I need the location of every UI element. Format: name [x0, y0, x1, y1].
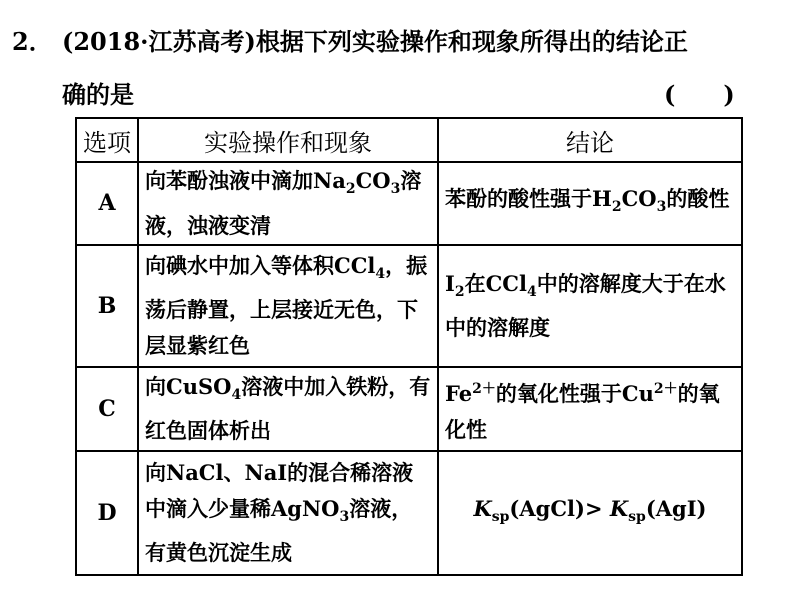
conclusion-cell: $K_{sp}(AgCl)> K_{sp}(AgI)$ [438, 451, 742, 575]
table-row [76, 367, 742, 451]
option-label: B [76, 245, 138, 367]
table-row [76, 162, 742, 245]
header-conclusion: 结论 [438, 118, 742, 162]
operation-cell: 向碘水中加入等体积CCl$_4$，振荡后静置，上层接近无色，下层显紫红色 [138, 245, 438, 367]
option-label: A [76, 162, 138, 245]
operation-cell: 向苯酚浊液中滴加$Na_2CO_3$溶液，浊液变清 [138, 162, 438, 245]
header-option: 选项 [76, 118, 138, 162]
question-stem-part2: 确的是 [62, 80, 134, 109]
operation-cell: 向NaCl、NaI的混合稀溶液中滴入少量稀AgNO$_3$溶液，有黄色沉淀生成 [138, 451, 438, 575]
operation-cell: 向CuSO$_4$溶液中加入铁粉，有红色固体析出 [138, 367, 438, 451]
table-row [76, 245, 742, 367]
option-label: D [76, 451, 138, 575]
options-table [75, 117, 743, 576]
header-operation: 实验操作和现象 [138, 118, 438, 162]
option-label: C [76, 367, 138, 451]
question-stem [12, 22, 688, 57]
table-header-row [76, 118, 742, 162]
table-row [76, 451, 742, 575]
answer-blank[interactable]: ( ) [664, 80, 735, 109]
question-stem-part1: 根据下列实验操作和现象所得出的结论正 [255, 27, 688, 56]
question-number: 2． [12, 27, 53, 56]
question-source: (2018·江苏高考) [62, 27, 256, 56]
conclusion-cell: 苯酚的酸性强于$H_2CO_3$的酸性 [438, 162, 742, 245]
conclusion-cell: $Fe^{2+}$的氧化性强于$Cu^{2+}$的氧化性 [438, 367, 742, 451]
conclusion-cell: $I_2$在CCl$_4$中的溶解度大于在水中的溶解度 [438, 245, 742, 367]
